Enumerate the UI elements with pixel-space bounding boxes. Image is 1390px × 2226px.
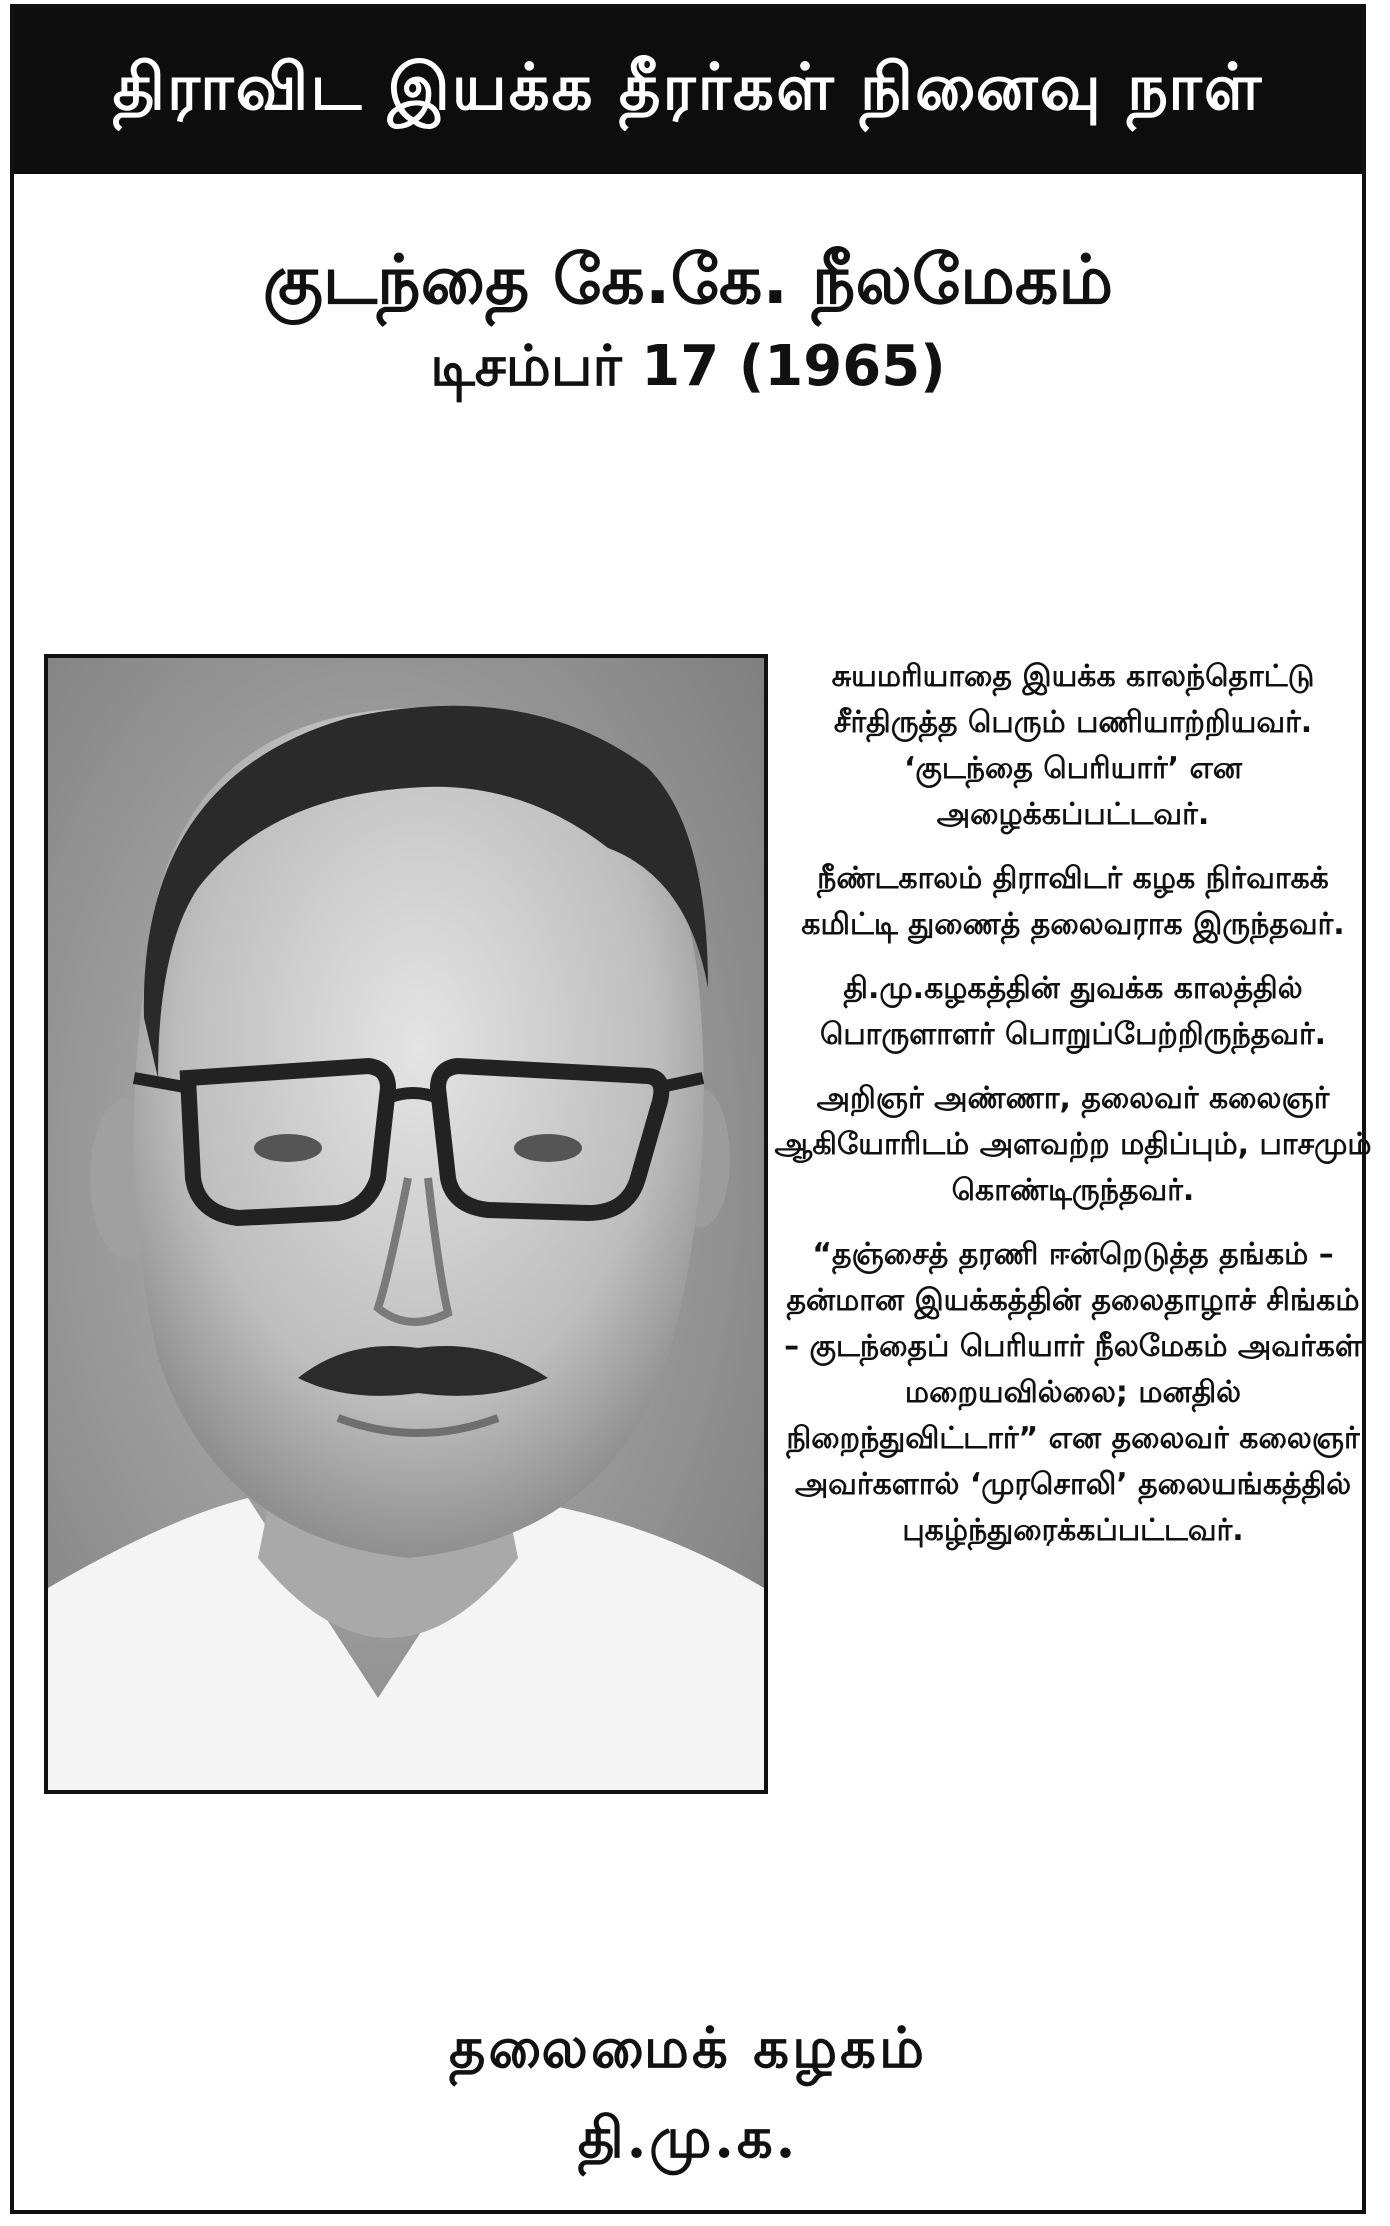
organization-name: தலைமைக் கழகம் <box>448 2015 928 2081</box>
portrait-photo <box>44 654 768 1794</box>
portrait-icon <box>48 658 764 1790</box>
bio-paragraph: சுயமரியாதை இயக்க காலந்தொட்டு சீர்திருத்த பெரும் பணியாற்றியவர். ‘குடந்தை பெரியார்’ என அழைக்கப்பட்டவர். <box>831 659 1315 832</box>
bio-paragraph: தி.மு.கழகத்தின் துவக்க காலத்தில் பொருளாளர் பொறுப்பேற்றிருந்தவர். <box>819 971 1327 1052</box>
person-name: குடந்தை கே.கே. நீலமேகம் <box>262 241 1114 320</box>
bio-paragraph: நீண்டகாலம் திராவிடர் கழக நிர்வாகக் கமிட்டி துணைத் தலைவராக இருந்தவர். <box>801 861 1345 942</box>
bio-paragraph: “தஞ்சைத் தரணி ஈன்றெடுத்த தங்கம் – தன்மான இயக்கத்தின் தலைதாழாச் சிங்கம் – குடந்தைப் பெரியார் நீலமேகம் அவர்கள் மறையவில்லை; மனதில் நிறைந்துவிட்டார்” என தலைவர் கலைஞர் அவர்களால் ‘முரசொலி’ தலையங்கத்தில் புகழ்ந்துரைக்கப்பட்டவர். <box>784 1237 1362 1548</box>
footer <box>14 2008 1362 2178</box>
biography <box>774 654 1372 1572</box>
party-name: தி.மு.க. <box>577 2105 799 2171</box>
name-block <box>14 238 1362 406</box>
banner-title: திராவிட இயக்க தீரர்கள் நினைவு நாள் <box>112 49 1264 125</box>
bio-paragraph: அறிஞர் அண்ணா, தலைவர் கலைஞர் ஆகியோரிடம் அளவற்ற மதிப்பும், பாசமும் கொண்டிருந்தவர். <box>774 1081 1372 1208</box>
death-date: டிசம்பர் 17 (1965) <box>430 334 946 399</box>
header-banner <box>14 8 1362 174</box>
notice-frame <box>10 4 1372 2214</box>
